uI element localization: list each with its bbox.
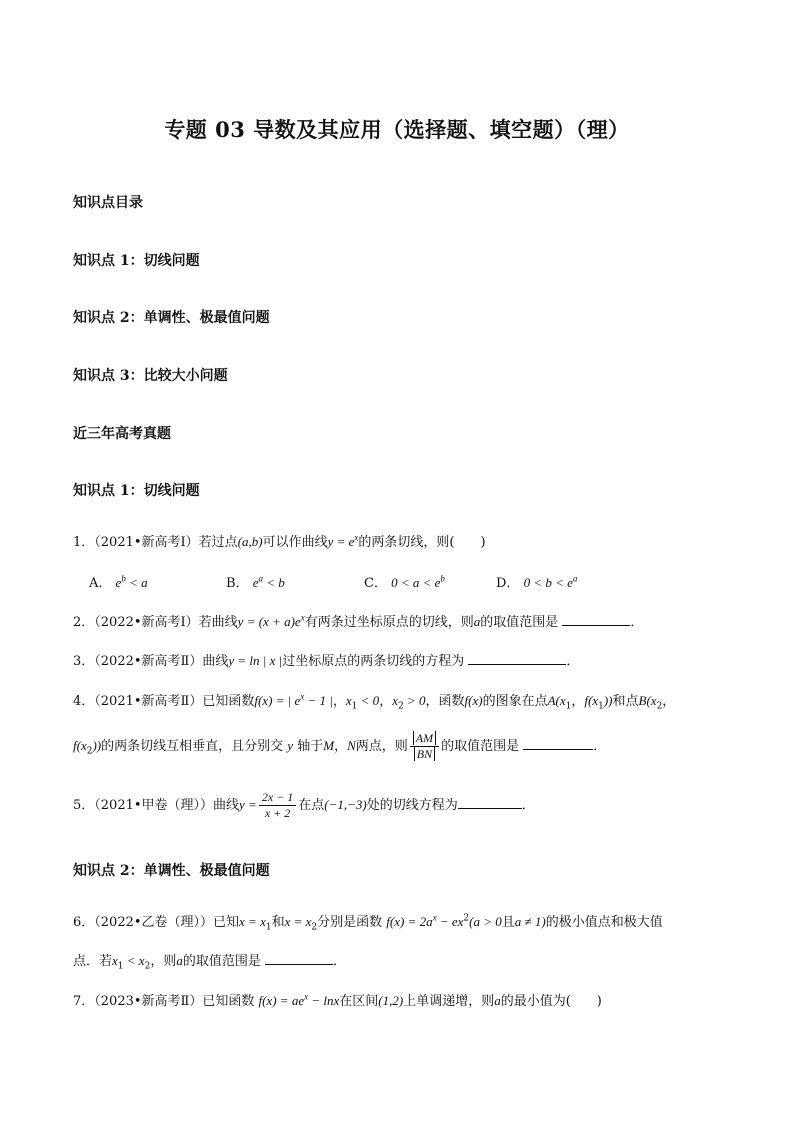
question-1: 1．（2021•新高考Ⅰ）若过点(a,b)可以作曲线$y = e^x$的两条切线，则( ) [73,532,486,550]
answer-blank[interactable] [468,652,566,665]
real-exam-heading: 近三年高考真题 [73,426,171,442]
question-2: 2．（2022•新高考Ⅰ）若曲线$y = (x + a)e^x$有两条过坐标原点的切线，则a的取值范围是 ． [73,612,644,630]
option-c: C． $0 < a < e^b$ [364,573,445,591]
question-5: 5．（2021•甲卷（理））曲线y = $\frac{2x - 1}{x + 2}$ 在点(−1,−3)处的切线方程为 ． [73,790,535,820]
toc-item-2: 知识点 2：单调性、极最值问题 [73,310,270,326]
section-1-heading: 知识点 1：切线问题 [73,483,200,499]
option-a: A． $e^b < a$ [89,573,148,591]
toc-heading: 知识点目录 [73,195,143,211]
question-3: 3．（2022•新高考Ⅱ）曲线y = ln | x |过坐标原点的两条切线的方程为 ． [73,653,580,669]
answer-blank[interactable] [458,796,522,809]
toc-item-1: 知识点 1：切线问题 [73,253,200,269]
ratio-fraction: $\frac{AM}{BN}$ [410,731,439,762]
toc-item-3: 知识点 3：比较大小问题 [73,368,228,384]
answer-blank[interactable] [562,613,630,626]
curve-fraction: $\frac{2x - 1}{x + 2}$ [259,790,296,821]
option-b: B． $e^a < b$ [226,573,285,591]
option-d: D． $0 < b < e^a$ [496,573,578,591]
answer-blank[interactable] [523,737,593,750]
answer-blank[interactable] [265,952,333,965]
question-4: 4．（2021•新高考Ⅱ）已知函数f(x) = | $e^x - 1$ |，$x_1 < 0$，$x_2 > 0$，函数f(x)的图象在点$A(x_1$，$f(x_1)$)和点$B(x_2$， [73,691,676,712]
question-6: 6．（2022•乙卷（理））已知$x = x_1$和$x = x_2$分别是函数 $f(x) = 2a^x - ex^2(a > 0$且a ≠ 1)的极小值点和极大值 [73,912,663,933]
section-2-heading: 知识点 2：单调性、极最值问题 [73,863,270,879]
page-title: 专题 03 导数及其应用（选择题、填空题）（理） [164,117,630,142]
question-6-line-2: 点．若$x_1 < x_2$，则a的取值范围是 ． [73,953,346,972]
question-7: 7．（2023•新高考Ⅱ）已知函数 $f(x) = ae^x - \ln x$在区间(1,2)上单调递增，则a的最小值为( ) [73,991,602,1009]
question-4-line-2: $f(x_2)$)的两条切线互相垂直，且分别交 y 轴于M，N两点，则 $\frac{AM}{BN}$ 的取值范围是 ． [73,731,607,761]
